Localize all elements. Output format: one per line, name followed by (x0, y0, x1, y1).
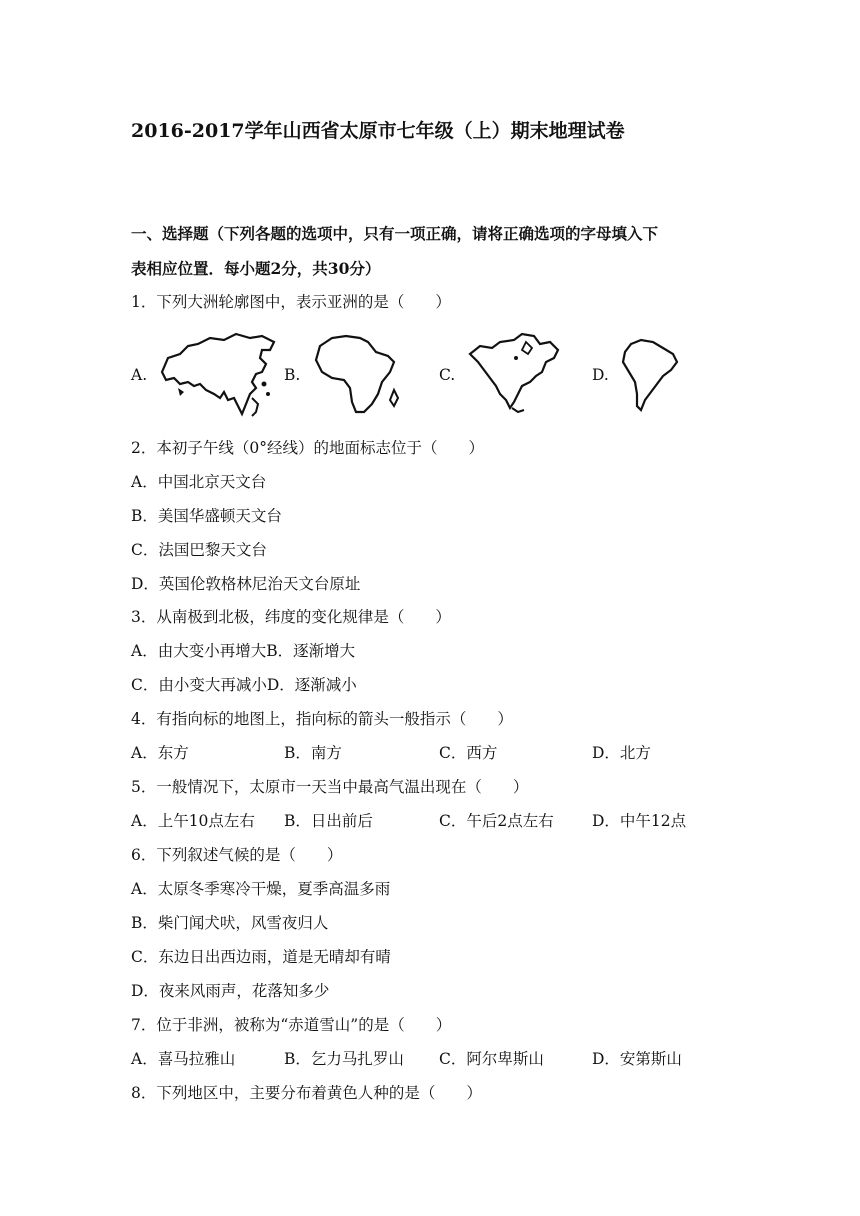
question-6-stem: 6．下列叙述气候的是（ ） (131, 846, 343, 864)
question-1-stem: 1．下列大洲轮廓图中，表示亚洲的是（ ） (131, 293, 451, 311)
section-heading-line2: 表相应位置．每小题2分，共30分） (131, 259, 381, 278)
q5-option-a: A．上午10点左右 (131, 812, 255, 830)
q3-options-row1: A．由大变小再增大B．逐渐增大 (131, 642, 356, 660)
q6-option-c: C．东边日出西边雨，道是无晴却有晴 (131, 948, 391, 966)
question-3-stem: 3．从南极到北极，纬度的变化规律是（ ） (131, 608, 451, 626)
q7-option-a: A．喜马拉雅山 (131, 1050, 236, 1068)
asia-outline-map (158, 328, 280, 420)
q2-option-c: C．法国巴黎天文台 (131, 541, 267, 559)
question-2-stem: 2．本初子午线（0°经线）的地面标志位于（ ） (131, 439, 484, 457)
q4-option-b: B．南方 (284, 744, 342, 762)
question-4-stem: 4．有指向标的地图上，指向标的箭头一般指示（ ） (131, 710, 513, 728)
question-8-stem: 8．下列地区中，主要分布着黄色人种的是（ ） (131, 1084, 482, 1102)
q7-option-b: B．乞力马扎罗山 (284, 1050, 404, 1068)
q2-option-a: A．中国北京天文台 (131, 473, 267, 491)
q4-option-a: A．东方 (131, 744, 189, 762)
section-heading-line1: 一、选择题（下列各题的选项中，只有一项正确，请将正确选项的字母填入下 (131, 224, 659, 243)
north-america-outline-map (466, 328, 564, 414)
page-title: 2016-2017学年山西省太原市七年级（上）期末地理试卷 (131, 120, 625, 142)
q3-options-row2: C．由小变大再减小D．逐渐减小 (131, 676, 357, 694)
q5-option-d: D．中午12点 (592, 812, 687, 830)
q1-option-a-label: A. (131, 366, 148, 384)
q1-option-c-label: C. (439, 366, 456, 384)
q1-option-d-label: D. (592, 366, 609, 384)
question-5-stem: 5．一般情况下，太原市一天当中最高气温出现在（ ） (131, 778, 529, 796)
q6-option-b: B．柴门闻犬吠，风雪夜归人 (131, 914, 329, 932)
q2-option-d: D．英国伦敦格林尼治天文台原址 (131, 575, 361, 593)
q7-option-d: D．安第斯山 (592, 1050, 682, 1068)
q5-option-c: C．午后2点左右 (439, 812, 554, 830)
q2-option-b: B．美国华盛顿天文台 (131, 507, 282, 525)
q5-option-b: B．日出前后 (284, 812, 373, 830)
south-america-outline-map (617, 336, 681, 414)
q6-option-a: A．太原冬季寒冷干燥，夏季高温多雨 (131, 880, 391, 898)
q7-option-c: C．阿尔卑斯山 (439, 1050, 544, 1068)
africa-outline-map (310, 332, 406, 416)
q4-option-c: C．西方 (439, 744, 498, 762)
q4-option-d: D．北方 (592, 744, 651, 762)
q1-option-b-label: B. (284, 366, 301, 384)
question-7-stem: 7．位于非洲，被称为“赤道雪山”的是（ ） (131, 1016, 452, 1034)
q6-option-d: D．夜来风雨声，花落知多少 (131, 982, 330, 1000)
